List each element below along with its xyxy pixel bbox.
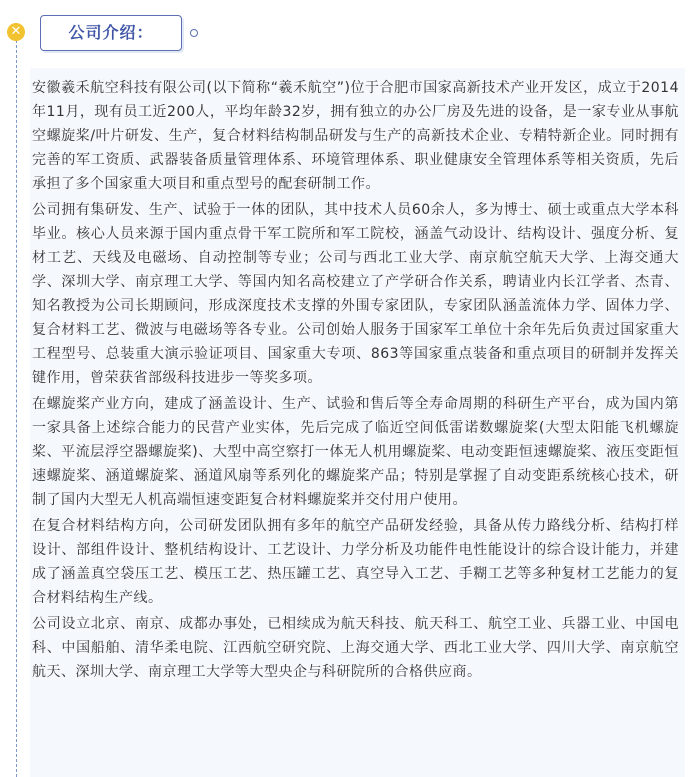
- section-header: [40, 15, 182, 51]
- small-circle-icon: [190, 29, 198, 37]
- close-circle-icon: ✕: [7, 23, 25, 41]
- timeline-dashed-line: [16, 40, 17, 777]
- intro-paragraph-propeller: 在螺旋桨产业方向，建成了涵盖设计、生产、试验和售后等全寿命周期的科研生产平台，成为国内第一家具备上述综合能力的民营产业实体，先后完成了临近空间低雷诺数螺旋桨(大型太阳能飞机螺旋桨、平流层浮空器螺旋桨)、大型中高空察打一体无人机用螺旋桨、电动变距恒速螺旋桨、液压变距恒速螺旋桨、涵道螺旋桨、涵道风扇等系列化的螺旋桨产品；特别是掌握了自动变距系统核心技术，研制了国内大型无人机高端恒速变距复合材料螺旋桨并交付用户使用。: [32, 396, 679, 508]
- intro-paragraph-overview: 安徽羲禾航空科技有限公司(以下简称“羲禾航空”)位于合肥市国家高新技术产业开发区，成立于2014年11月，现有员工近200人，平均年龄32岁，拥有独立的办公厂房及先进的设备，是一家专业从事航空螺旋桨/叶片研发、生产，复合材料结构制品研发与生产的高新技术企业、专精特新企业。同时拥有完善的军工资质、武器装备质量管理体系、环境管理体系、职业健康安全管理体系等相关资质，先后承担了多个国家重大项目和重点型号的配套研制工作。: [32, 80, 679, 192]
- intro-paragraph-team: 公司拥有集研发、生产、试验于一体的团队，其中技术人员60余人，多为博士、硕士或重点大学本科毕业。核心人员来源于国内重点骨干军工院所和军工院校，涵盖气动设计、结构设计、强度分析、复材工艺、天线及电磁场、自动控制等专业；公司与西北工业大学、南京航空航天大学、上海交通大学、深圳大学、南京理工大学、等国内知名高校建立了产学研合作关系，聘请业内长江学者、杰青、知名教授为公司长期顾问，形成深度技术支撑的外围专家团队，专家团队涵盖流体力学、固体力学、复合材料工艺、微波与电磁场等各专业。公司创始人服务于国家军工单位十余年先后负责过国家重大工程型号、总装重大演示验证项目、国家重大专项、863等国家重点装备和重点项目的研制并发挥关键作用，曾荣获省部级科技进步一等奖多项。: [32, 202, 679, 386]
- intro-paragraph-offices: 公司设立北京、南京、成都办事处，已相续成为航天科技、航天科工、航空工业、兵器工业、中国电科、中国船舶、清华柔电院、江西航空研究院、上海交通大学、西北工业大学、四川大学、南京航空航天、深圳大学、南京理工大学等大型央企与科研院所的合格供应商。: [32, 616, 679, 680]
- company-intro-content: [30, 68, 685, 777]
- section-title: 公司介绍：: [68, 23, 154, 42]
- intro-paragraph-composite: 在复合材料结构方向，公司研发团队拥有多年的航空产品研发经验，具备从传力路线分析、结构打样设计、部组件设计、整机结构设计、工艺设计、力学分析及功能件电性能设计的综合设计能力，并建成了涵盖真空袋压工艺、模压工艺、热压罐工艺、真空导入工艺、手糊工艺等多种复材工艺能力的复合材料结构生产线。: [32, 518, 679, 606]
